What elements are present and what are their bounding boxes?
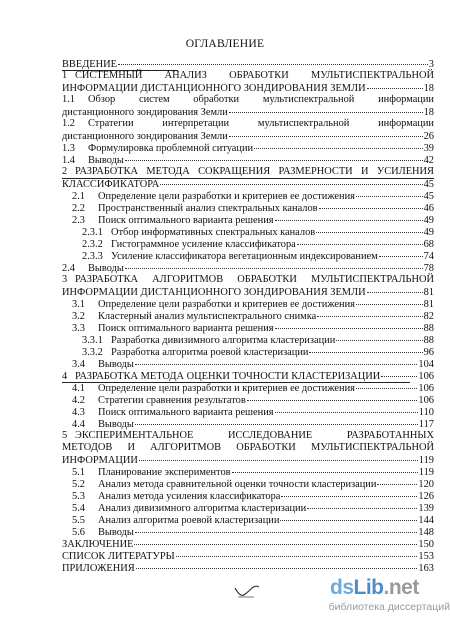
toc-entry-title: Анализ метода усиления классификатора [98,491,281,502]
toc-entry-number: 4.3 [72,407,85,418]
toc-entry-number: 1 [62,70,68,81]
toc-entry-title: РАЗРАБОТКА МЕТОДА ОЦЕНКИ ТОЧНОСТИ КЛАСТЕРИЗАЦИИ [75,371,381,382]
toc-leader-dots [160,176,422,185]
toc-page-number: 117 [418,419,434,430]
toc-entry [62,154,434,166]
toc-entry [72,418,434,430]
toc-entry-title: ВВЕДЕНИЕ [62,59,117,70]
toc-leader-dots [377,476,417,485]
toc-page-number: 119 [418,467,434,478]
toc-leader-dots [381,368,417,377]
toc-entry-number: 4.4 [72,419,85,430]
toc-entry-title: КЛАССИФИКАТОРА [62,179,160,190]
toc-entry-number: 2.2 [72,203,85,214]
toc-page-number: 104 [418,359,434,370]
toc-entry [62,262,434,274]
watermark-subtitle: библиотека диссертаций [328,601,450,613]
toc-page-number: 42 [423,155,434,166]
toc-entry-number: 2.3.2 [82,239,103,250]
toc-page-number: 106 [418,371,434,382]
toc-entry-title: ИНФОРМАЦИИ ДИСТАНЦИОННОГО ЗОНДИРОВАНИЯ ЗЕМЛИ [62,83,366,94]
toc-entry [62,82,434,94]
toc-entry-number: 5.6 [72,527,85,538]
toc-page-number: 144 [418,515,434,526]
toc-entry-title: Поиск оптимального варианта решения [98,323,274,334]
toc-entry-number: 2.1 [72,191,85,202]
toc-entry-title: Отбор информативных спектральных каналов [111,227,316,238]
toc-entry-number: 3.2 [72,311,85,322]
toc-entry-title: дистанционного зондирования Земли [62,131,228,142]
toc-entry-number: 5.3 [72,491,85,502]
toc-entry-number: 2.4 [62,263,75,274]
toc-page-number: 139 [418,503,434,514]
toc-page-number: 88 [423,335,434,346]
toc-entry-number: 2 [62,166,68,177]
toc-leader-dots [136,560,418,569]
toc-leader-dots [229,128,423,137]
toc-entry-title: Выводы [98,359,134,370]
toc-entry-number: 4 [62,371,68,382]
toc-page-number: 120 [418,479,434,490]
toc-leader-dots [319,200,423,209]
toc-entry-title: МЕТОДОВ И АЛГОРИТМОВ ОБРАБОТКИ МУЛЬТИСПЕКТРАЛЬНОЙ [62,442,434,453]
toc-page-number: 81 [423,299,434,310]
toc-leader-dots [367,80,423,89]
toc-leader-dots [125,152,423,161]
toc-page-number: 45 [423,179,434,190]
toc-page-number: 46 [423,203,434,214]
toc-entry-title: Планирование экспериментов [98,467,231,478]
toc-page-number: 39 [423,143,434,154]
toc-entry-number: 1.4 [62,155,75,166]
toc-entry-title: ПРИЛОЖЕНИЯ [62,563,135,574]
toc-entry-number: 2.3 [72,215,85,226]
toc-entry [62,106,434,118]
toc-entry-title: Анализ метода сравнительной оценки точности кластеризации [98,479,377,490]
toc-leader-dots [176,548,418,557]
toc-entry-title: РАЗРАБОТКА АЛГОРИТМОВ ОБРАБОТКИ МУЛЬТИСПЕКТРАЛЬНОЙ [75,274,434,285]
toc-entry-number: 5.1 [72,467,85,478]
toc-entry-title: Разработка дивизимного алгоритма кластеризации [111,335,336,346]
toc-page-number: 106 [418,383,434,394]
toc-leader-dots [139,452,418,461]
toc-leader-dots [134,536,417,545]
toc-entry-number: 1.3 [62,143,75,154]
toc-entry-title: Стратегии сравнения результатов [98,395,246,406]
toc-entry-title: Обзор систем обработки мультиспектральной информации [88,94,434,105]
toc-entry-title: РАЗРАБОТКА МЕТОДА СОКРАЩЕНИЯ РАЗМЕРНОСТИ И УСИЛЕНИЯ [75,166,434,177]
toc-leader-dots [125,260,423,269]
toc-page-number: 81 [423,287,434,298]
toc-leader-dots [275,212,423,221]
toc-page-number: 18 [423,83,434,94]
toc-entry-title: Определение цели разработки и критериев ее достижения [98,191,355,202]
toc-leader-dots [247,392,418,401]
toc-entry-number: 5 [62,430,68,441]
toc-page-number: 119 [418,455,434,466]
toc-leader-dots [316,224,422,233]
toc-page-number: 45 [423,191,434,202]
toc-entry-number: 5.4 [72,503,85,514]
toc-entry-title: ИНФОРМАЦИИ ДИСТАНЦИОННОГО ЗОНДИРОВАНИЯ ЗЕМЛИ [62,287,366,298]
toc-entry-title: Выводы [88,155,124,166]
page-title: ОГЛАВЛЕНИЕ [185,37,265,50]
toc-entry-number: 3.3 [72,323,85,334]
toc-page-number: 88 [423,323,434,334]
toc-entry-number: 3.3.1 [82,335,103,346]
toc-entry-title: СИСТЕМНЫЙ АНАЛИЗ ОБРАБОТКИ МУЛЬТИСПЕКТРАЛЬНОЙ [75,70,434,81]
toc-entry-number: 4.1 [72,383,85,394]
toc-entry-title: Кластерный анализ мультиспектрального снимка [98,311,317,322]
toc-page-number: 18 [423,107,434,118]
toc-page-number: 163 [418,563,434,574]
toc-leader-dots [309,344,422,353]
toc-page-number: 3 [428,59,434,70]
toc-entry-title: Поиск оптимального варианта решения [98,407,274,418]
toc-entry-title: Определение цели разработки и критериев ее достижения [98,383,355,394]
toc-entry-title: ЗАКЛЮЧЕНИЕ [62,539,134,550]
toc-leader-dots [135,356,417,365]
toc-leader-dots [281,488,417,497]
toc-page-number: 153 [418,551,434,562]
toc-page-number: 26 [423,131,434,142]
toc-entry [62,430,434,442]
toc-page-number: 49 [423,215,434,226]
toc-leader-dots [356,296,423,305]
toc-entry-title: Гистограммное усиление классификатора [111,239,296,250]
toc-page-number: 68 [423,239,434,250]
toc-entry-title: ИНФОРМАЦИИ [62,455,138,466]
toc-entry-number: 3 [62,274,68,285]
dslib-logo: dsLib.net [330,576,419,599]
toc-entry-title: Выводы [98,419,134,430]
toc-entry [62,58,434,70]
toc-entry-title: дистанционного зондирования Земли [62,107,228,118]
toc-entry-title: ЭКСПЕРИМЕНТАЛЬНОЕ ИССЛЕДОВАНИЕ РАЗРАБОТАННЫХ [75,430,434,441]
toc-page-number: 150 [418,539,434,550]
toc-entry-number: 3.1 [72,299,85,310]
toc-leader-dots [280,512,417,521]
toc-leader-dots [379,248,423,257]
toc-page-number: 82 [423,311,434,322]
toc-entry-number: 2.3.3 [82,251,103,262]
toc-page-number: 49 [423,227,434,238]
toc-entry-title: Стратегии интерпретации мультиспектральной информации [88,118,434,129]
toc-leader-dots [307,500,417,509]
toc-entry-title: Выводы [98,527,134,538]
toc-entry-title: Поиск оптимального варианта решения [98,215,274,226]
toc-entry-title: Разработка алгоритма роевой кластеризации [111,347,309,358]
toc-entry-title: Усиление классификатора вегетационным индексированием [111,251,378,262]
toc-entry-number: 2.3.1 [82,227,103,238]
toc-leader-dots [297,236,423,245]
toc-entry-number: 3.4 [72,359,85,370]
toc-leader-dots [254,140,423,149]
toc-entry-title: СПИСОК ЛИТЕРАТУРЫ [62,551,175,562]
toc-entry-title: Анализ дивизимного алгоритма кластеризации [98,503,307,514]
toc-page-number: 78 [423,263,434,274]
toc-entry-title: Анализ алгоритма роевой кластеризации [98,515,280,526]
toc-leader-dots [317,308,422,317]
watermark [318,576,450,617]
toc-page-number: 106 [418,395,434,406]
toc-page-number: 148 [418,527,434,538]
toc-leader-dots [229,104,423,113]
toc-leader-dots [356,380,418,389]
toc-entry-title: Формулировка проблемной ситуации [88,143,254,154]
toc-leader-dots [135,416,418,425]
toc-entry-number: 5.2 [72,479,85,490]
handwritten-mark [232,583,262,601]
toc-page-number: 96 [423,347,434,358]
toc-page-number: 74 [423,251,434,262]
toc-leader-dots [275,404,418,413]
toc-entry-number: 3.3.2 [82,347,103,358]
toc-page-number: 110 [418,407,434,418]
toc-leader-dots [232,464,418,473]
toc-leader-dots [275,320,423,329]
toc-entry-title: Определение цели разработки и критериев ее достижения [98,299,355,310]
toc-entry-title: Выводы [88,263,124,274]
toc-leader-dots [336,332,422,341]
toc-entry-number: 1.1 [62,94,75,105]
toc-entry-number: 4.2 [72,395,85,406]
toc-entry [62,562,434,574]
toc-leader-dots [356,188,423,197]
toc-leader-dots [135,524,417,533]
toc-leader-dots [118,56,428,65]
toc-leader-dots [367,284,423,293]
toc-entry-number: 1.2 [62,118,75,129]
toc-entry-title: Пространственный анализ спектральных каналов [98,203,318,214]
toc-page-number: 126 [418,491,434,502]
toc-entry [72,358,434,370]
toc-entry-number: 5.5 [72,515,85,526]
